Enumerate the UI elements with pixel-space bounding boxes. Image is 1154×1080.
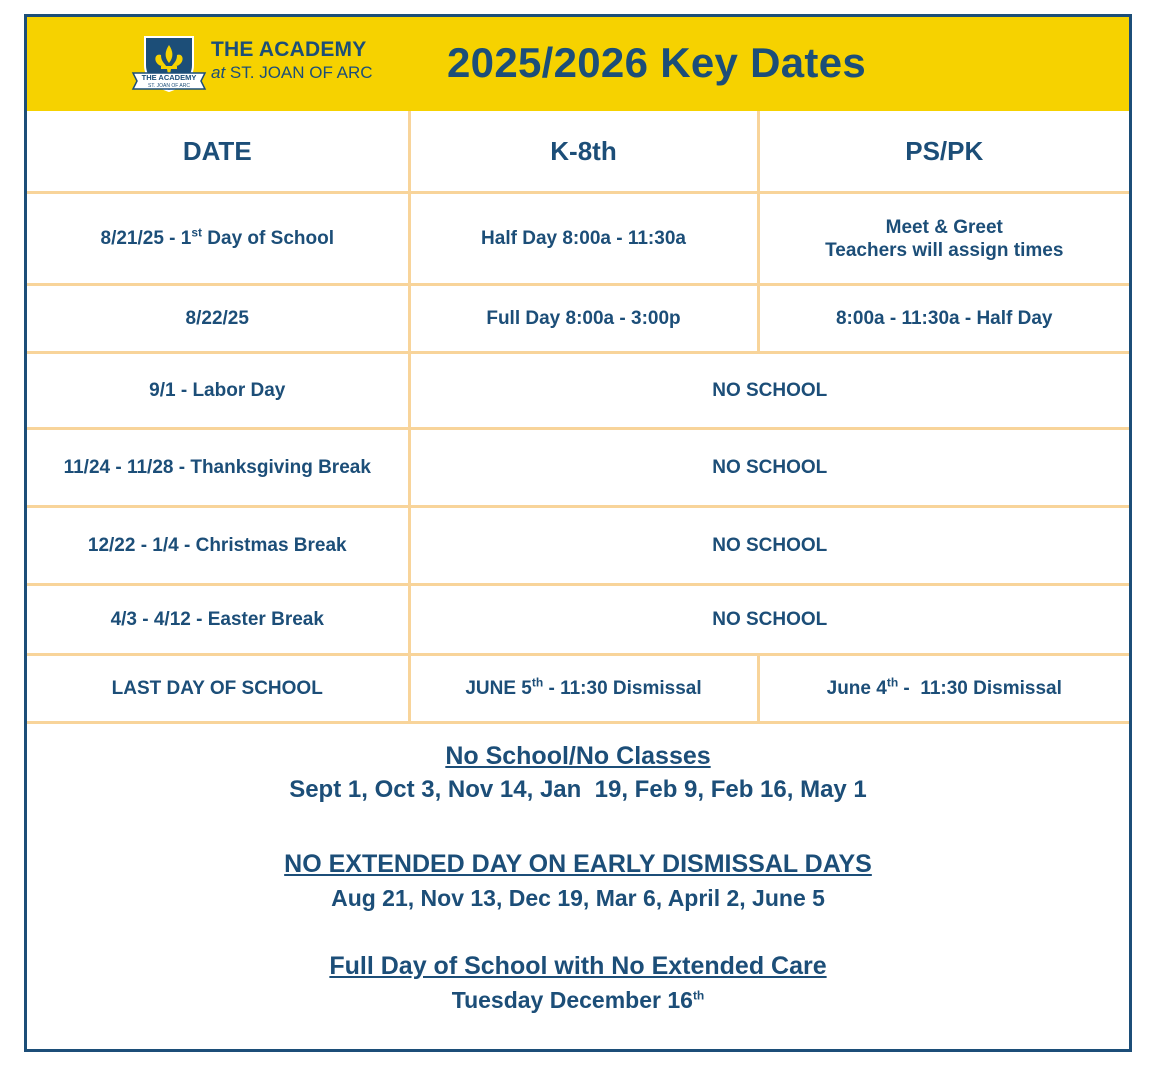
logo-at: at [211, 63, 226, 82]
ordinal-suffix: th [886, 675, 899, 690]
k8-text-suffix: - 11:30 Dismissal [543, 678, 702, 699]
table-header-row [27, 111, 1129, 193]
ordinal-suffix: th [692, 988, 705, 1003]
no-school-heading: No School/No Classes [445, 742, 711, 770]
table-row [27, 655, 1129, 723]
no-extended-dates: Aug 21, Nov 13, Dec 19, Mar 6, April 2, June 5 [331, 885, 825, 911]
date-cell: 11/24 - 11/28 - Thanksgiving Break [27, 429, 409, 507]
date-cell: 4/3 - 4/12 - Easter Break [27, 585, 409, 655]
header-banner [27, 17, 1129, 111]
table-row [27, 507, 1129, 585]
key-dates-table [27, 111, 1129, 724]
pspk-line2: Teachers will assign times [825, 239, 1064, 261]
k8-text: JUNE 5 [465, 678, 532, 699]
no-school-dates: Sept 1, Oct 3, Nov 14, Jan 19, Feb 9, Feb 16, May 1 [289, 776, 867, 803]
no-school-cell: NO SCHOOL [409, 353, 1129, 429]
k8-cell [409, 655, 758, 723]
table-row [27, 285, 1129, 353]
full-day-date-text: Tuesday December 16 [451, 987, 693, 1013]
school-logo [131, 35, 393, 99]
date-cell: 9/1 - Labor Day [27, 353, 409, 429]
no-school-cell: NO SCHOOL [409, 507, 1129, 585]
no-extended-heading: NO EXTENDED DAY ON EARLY DISMISSAL DAYS [284, 850, 872, 878]
date-text-suffix: Day of School [202, 228, 334, 249]
date-cell: 8/22/25 [27, 285, 409, 353]
k8-cell: Half Day 8:00a - 11:30a [409, 193, 758, 285]
no-school-cell: NO SCHOOL [409, 585, 1129, 655]
pspk-cell [758, 193, 1129, 285]
column-header-date: DATE [27, 111, 409, 193]
table-row [27, 429, 1129, 507]
pspk-cell: 8:00a - 11:30a - Half Day [758, 285, 1129, 353]
ordinal-suffix: th [531, 675, 544, 690]
logo-badge-line2: ST. JOAN OF ARC [148, 83, 190, 89]
fleur-de-lis-shield-icon [131, 35, 207, 99]
table-row [27, 353, 1129, 429]
pspk-text-suffix: - 11:30 Dismissal [898, 678, 1062, 699]
logo-school: ST. JOAN OF ARC [229, 63, 373, 82]
full-day-heading: Full Day of School with No Extended Care [329, 952, 827, 980]
notes-section [27, 739, 1129, 1017]
table-row [27, 193, 1129, 285]
logo-badge-line1: THE ACADEMY [141, 73, 197, 82]
full-day-date [27, 983, 1129, 1017]
column-header-pspk: PS/PK [758, 111, 1129, 193]
date-text: 8/21/25 - 1 [100, 228, 192, 249]
key-dates-frame [24, 14, 1132, 1052]
column-header-k8: K-8th [409, 111, 758, 193]
table-row [27, 585, 1129, 655]
pspk-text: June 4 [826, 678, 887, 699]
date-cell: 12/22 - 1/4 - Christmas Break [27, 507, 409, 585]
date-cell: LAST DAY OF SCHOOL [27, 655, 409, 723]
page-title: 2025/2026 Key Dates [447, 39, 867, 86]
date-cell [27, 193, 409, 285]
ordinal-suffix: st [191, 225, 203, 240]
pspk-cell [758, 655, 1129, 723]
pspk-line1: Meet & Greet [885, 216, 1003, 238]
no-school-cell: NO SCHOOL [409, 429, 1129, 507]
k8-cell: Full Day 8:00a - 3:00p [409, 285, 758, 353]
logo-subname [211, 63, 373, 83]
logo-name: THE ACADEMY [211, 38, 367, 61]
